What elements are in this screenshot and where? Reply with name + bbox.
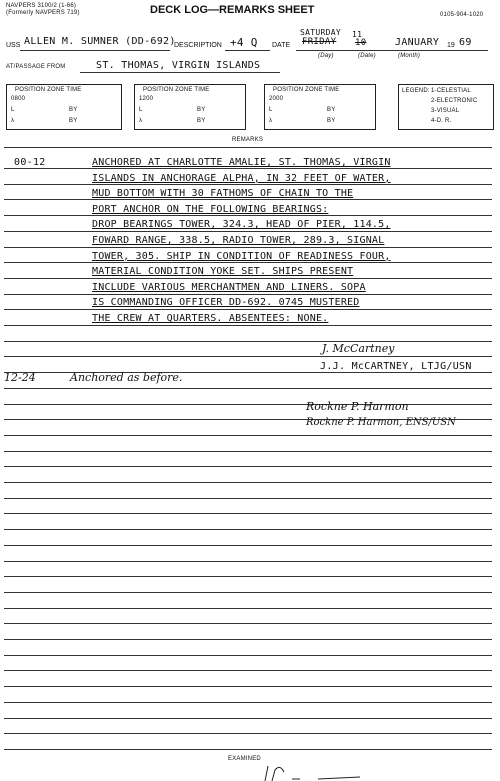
remark-line: THE CREW AT QUARTERS. ABSENTEES: NONE. — [92, 312, 329, 324]
latitude-label: L — [269, 107, 273, 113]
longitude-label: λ — [139, 118, 143, 124]
uss-value: ALLEN M. SUMNER (DD-692) — [24, 36, 176, 47]
by-label: BY — [327, 107, 336, 113]
by-label: BY — [69, 118, 78, 124]
signature-harmon-name: Rockne P. Harmon, ENS/USN — [306, 417, 456, 428]
remark-line: FOWARD RANGE, 338.5, RADIO TOWER, 289.3, SIGNAL — [92, 234, 385, 246]
remark-line: ANCHORED AT CHARLOTTE AMALIE, ST. THOMAS, VIRGIN — [92, 157, 391, 168]
description-value: +4 Q — [230, 36, 258, 49]
remark-line: INCLUDE VARIOUS MERCHANTMEN AND LINERS. SOPA — [92, 281, 366, 293]
day-value: SATURDAY — [300, 28, 341, 37]
position-head: POSITION ZONE TIME — [273, 87, 340, 93]
remark-line: MUD BOTTOM WITH 30 FATHOMS OF CHAIN TO THE — [92, 188, 354, 200]
remark-line: DROP BEARINGS TOWER, 324.3, HEAD OF PIER, 114.5, — [92, 219, 391, 231]
remarks-label: REMARKS — [232, 137, 264, 143]
uss-label: USS — [6, 42, 21, 49]
remark-line: MATERIAL CONDITION YOKE SET. SHIPS PRESENT — [92, 266, 354, 278]
by-label: BY — [327, 118, 336, 124]
position-time: 1200 — [139, 96, 154, 102]
remark-line: PORT ANCHOR ON THE FOLLOWING BEARINGS: — [92, 203, 329, 215]
latitude-label: L — [11, 107, 15, 113]
stock-number: 0105-904-1020 — [440, 12, 484, 18]
legend-item: 2-ELECTRONIC — [431, 98, 478, 104]
day-caption: (Day) — [318, 53, 334, 59]
examined-label: EXAMINED — [228, 756, 261, 762]
year-prefix: 19 — [447, 42, 455, 49]
remark-line: IS COMMANDING OFFICER DD-692. 0745 MUSTERED — [92, 297, 360, 309]
day-struck: FRIDAY — [302, 37, 337, 47]
date-struck: 10 — [355, 38, 367, 48]
month-caption: (Month) — [398, 53, 421, 59]
signature-harmon: Rockne P. Harmon — [306, 400, 409, 413]
remark-line: ISLANDS IN ANCHORAGE ALPHA, IN 32 FEET OF WATER, — [92, 172, 391, 184]
by-label: BY — [69, 107, 78, 113]
signature-mccartney-name: J.J. McCARTNEY, LTJG/USN — [320, 361, 472, 372]
date-value: 11 — [352, 30, 363, 39]
remark-line: TOWER, 305. SHIP IN CONDITION OF READINESS FOUR, — [92, 250, 391, 262]
by-label: BY — [197, 118, 206, 124]
by-label: BY — [197, 107, 206, 113]
signature-mccartney: J. McCartney — [322, 342, 395, 355]
month-value: JANUARY — [395, 37, 440, 48]
position-time: 2000 — [269, 96, 284, 102]
form-number-text: NAVPERS 3100/2 (1-66) — [6, 3, 77, 9]
description-label: DESCRIPTION — [174, 42, 222, 49]
longitude-label: λ — [269, 118, 273, 124]
longitude-label: λ — [11, 118, 15, 124]
position-time: 0800 — [11, 96, 26, 102]
year-value: 69 — [459, 37, 472, 48]
page-title: DECK LOG—REMARKS SHEET — [150, 4, 315, 16]
legend-item: 3-VISUAL — [431, 108, 460, 114]
at-passage-value: ST. THOMAS, VIRGIN ISLANDS — [96, 60, 261, 71]
legend-item: 1-CELESTIAL — [431, 88, 471, 94]
position-head: POSITION ZONE TIME — [15, 87, 82, 93]
at-passage-label: AT/PASSAGE FROM — [6, 64, 66, 70]
legend-label: LEGEND: — [402, 88, 430, 94]
watch-00-12: 00-12 — [14, 157, 46, 168]
date-caption: (Date) — [358, 53, 376, 59]
form-former-text: (Formerly NAVPERS 719) — [6, 10, 80, 16]
position-head: POSITION ZONE TIME — [143, 87, 210, 93]
latitude-label: L — [139, 107, 143, 113]
legend-item: 4-D. R. — [431, 118, 452, 124]
date-label: DATE — [272, 42, 291, 49]
watch-12-24: 12-24 — [4, 371, 36, 384]
entry-12-24-text: Anchored as before. — [70, 371, 183, 384]
